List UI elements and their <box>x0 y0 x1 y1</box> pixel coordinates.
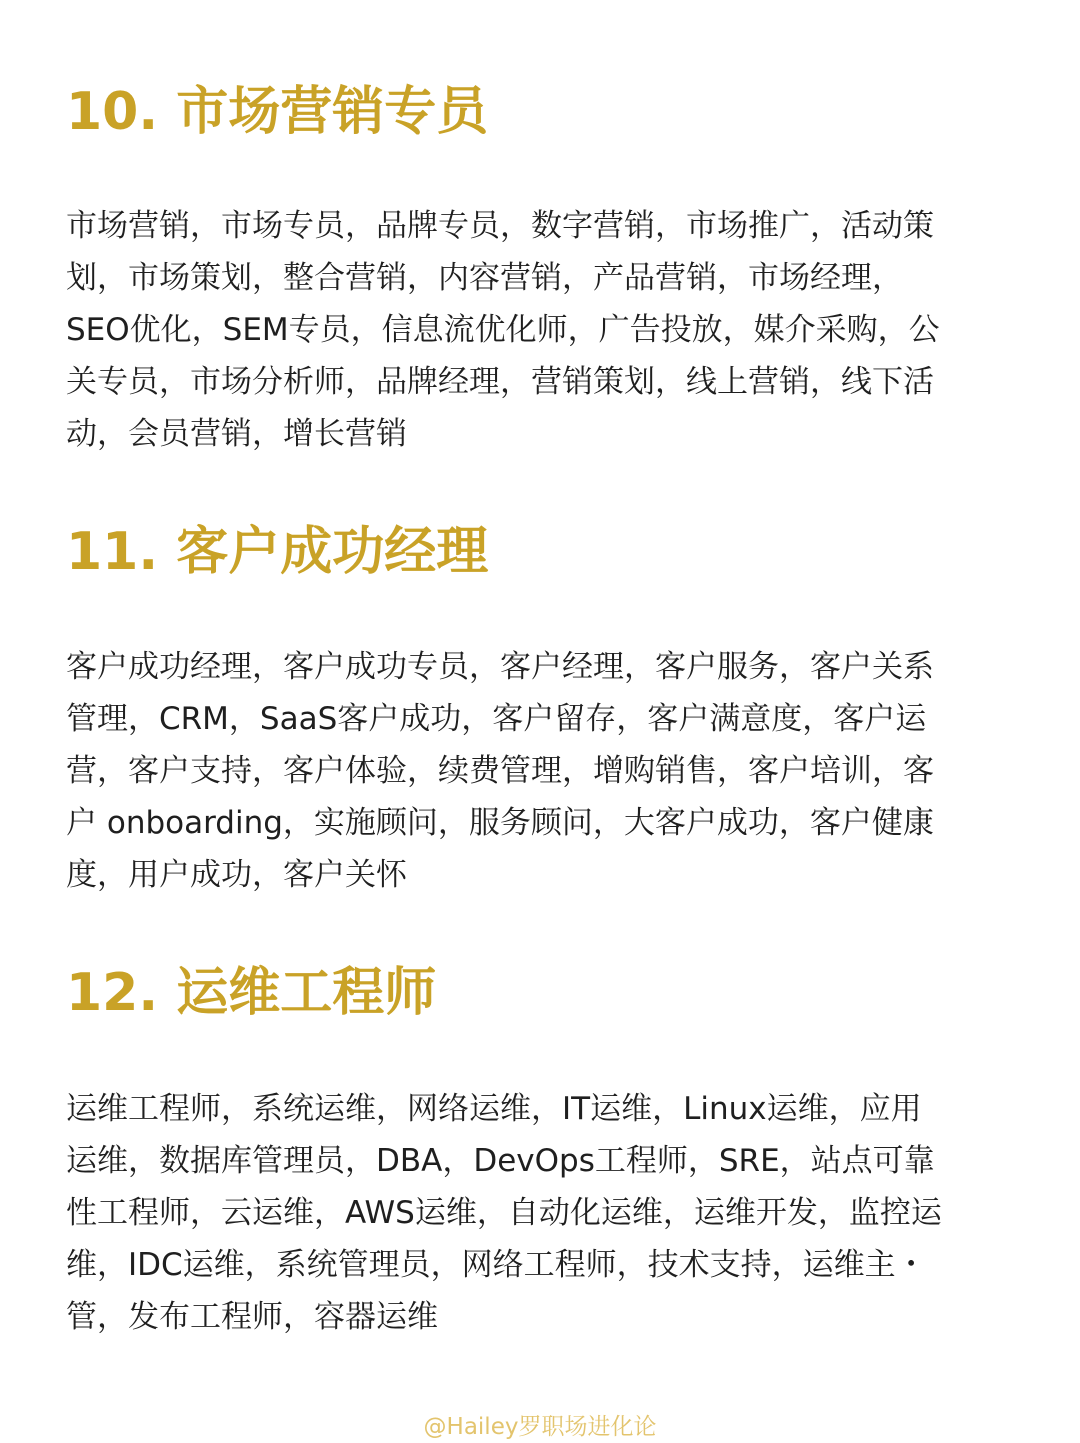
section-keywords <box>66 641 934 901</box>
keyword-line: 运维工程师，系统运维，网络运维，IT运维，Linux运维，应用 <box>66 1091 922 1127</box>
keyword-line: 户 onboarding，实施顾问，服务顾问，大客户成功，客户健康 <box>66 805 934 841</box>
keyword-line: 市场营销，市场专员，品牌专员，数字营销，市场推广，活动策 <box>66 208 934 244</box>
section-title: 11. 客户成功经理 <box>66 522 489 582</box>
keyword-line: 划，市场策划，整合营销，内容营销，产品营销，市场经理， <box>66 260 903 296</box>
section-title: 12. 运维工程师 <box>66 963 437 1023</box>
keyword-line: 营，客户支持，客户体验，续费管理，增购销售，客户培训，客 <box>66 753 934 789</box>
keyword-line: 维，IDC运维，系统管理员，网络工程师，技术支持，运维主・ <box>66 1247 927 1283</box>
keyword-line: SEO优化，SEM专员，信息流优化师，广告投放，媒介采购，公 <box>66 312 940 348</box>
section-keywords <box>66 200 940 460</box>
keyword-line: 度，用户成功，客户关怀 <box>66 857 407 893</box>
keyword-line: 客户成功经理，客户成功专员，客户经理，客户服务，客户关系 <box>66 649 934 685</box>
keyword-line: 管，发布工程师，容器运维 <box>66 1299 438 1335</box>
author-watermark: @Hailey罗职场进化论 <box>423 1414 657 1440</box>
section-keywords <box>66 1083 942 1343</box>
keyword-line: 动，会员营销，增长营销 <box>66 416 407 452</box>
section-title: 10. 市场营销专员 <box>66 82 489 142</box>
keyword-line: 运维，数据库管理员，DBA，DevOps工程师，SRE，站点可靠 <box>66 1143 935 1179</box>
keyword-line: 关专员，市场分析师，品牌经理，营销策划，线上营销，线下活 <box>66 364 934 400</box>
keyword-line: 性工程师，云运维，AWS运维，自动化运维，运维开发，监控运 <box>66 1195 942 1231</box>
keyword-line: 管理，CRM，SaaS客户成功，客户留存，客户满意度，客户运 <box>66 701 927 737</box>
